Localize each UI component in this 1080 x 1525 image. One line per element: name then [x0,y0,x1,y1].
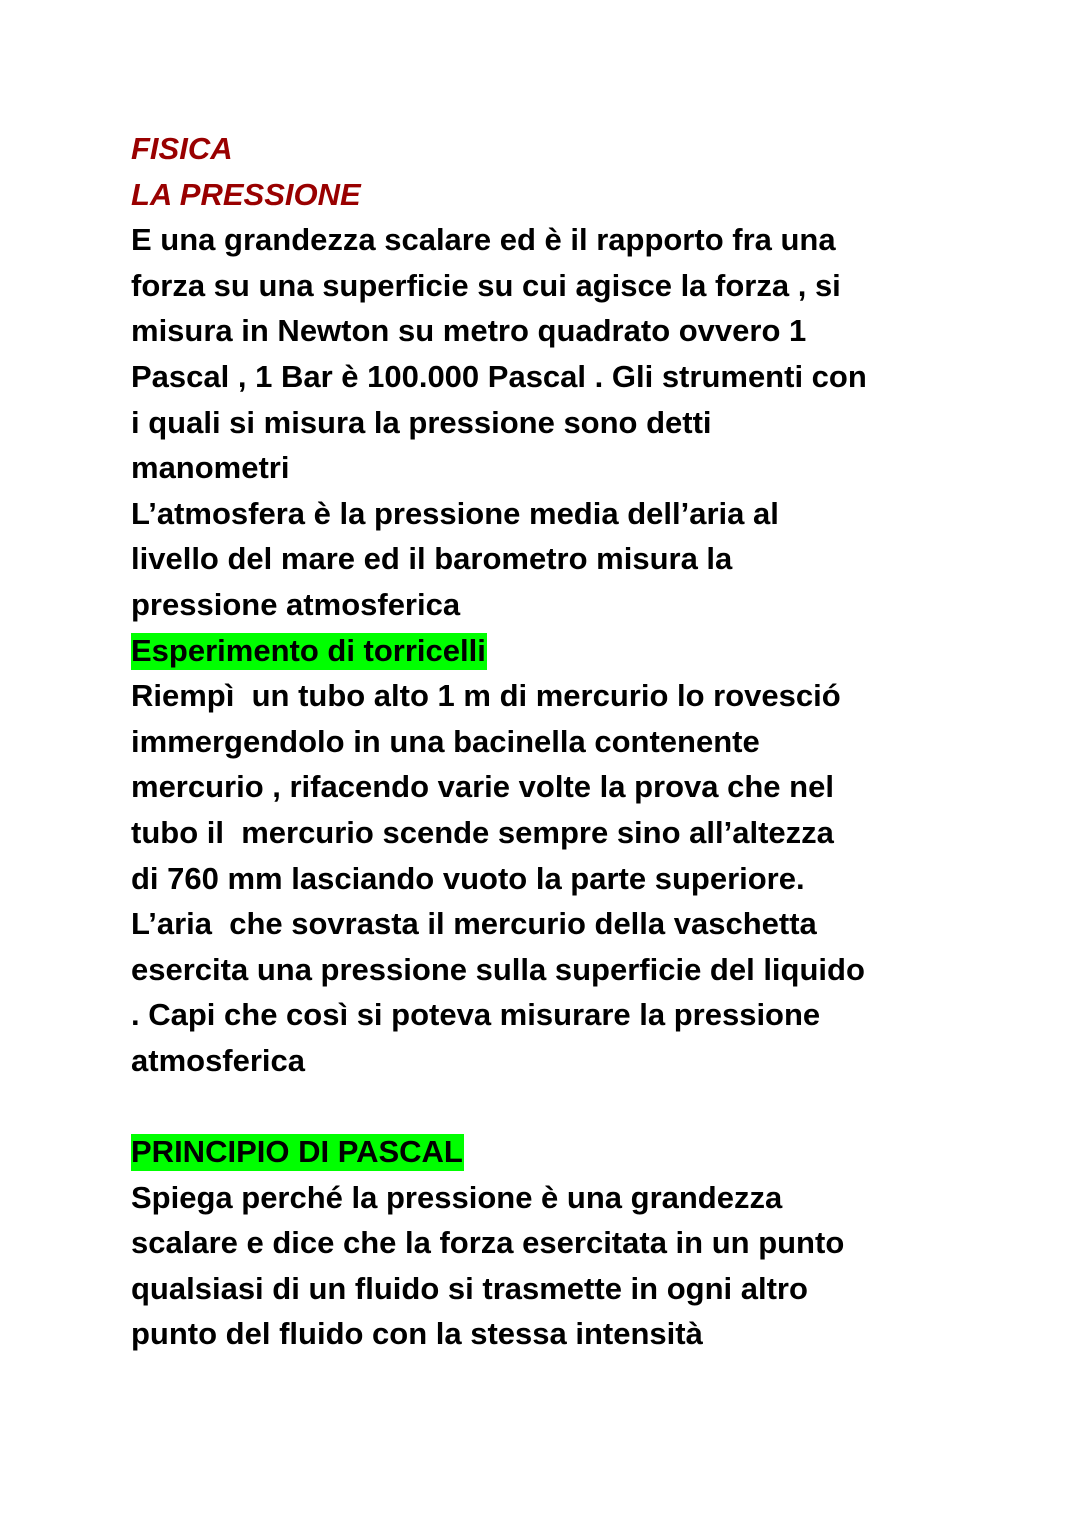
paragraph-line: scalare e dice che la forza esercitata in un punto [131,1225,845,1261]
paragraph-line: manometri [131,450,290,486]
blank-line [131,1083,991,1129]
paragraph-line: immergendolo in una bacinella contenente [131,723,760,759]
paragraph-line: mercurio , rifacendo varie volte la prova che nel [131,769,834,805]
paragraph-line: punto del fluido con la stessa intensità [131,1316,703,1352]
paragraph-line: E una grandezza scalare ed è il rapporto fra una [131,222,836,258]
paragraph-line: atmosferica [131,1042,306,1078]
paragraph-line: tubo il mercurio scende sempre sino all’altezza [131,814,834,850]
paragraph-line: L’aria che sovrasta il mercurio della vaschetta [131,906,817,942]
paragraph-line: Spiega perché la pressione è una grandezza [131,1179,783,1215]
section-torricelli [131,628,991,1084]
paragraph-line: qualsiasi di un fluido si trasmette in ogni altro [131,1270,808,1306]
section-pascal-principle [131,1129,991,1357]
paragraph-line: livello del mare ed il barometro misura la [131,541,733,577]
subject-title: FISICA [131,131,233,166]
paragraph-line: Riempì un tubo alto 1 m di mercurio lo rovesció [131,678,841,714]
paragraph-line: . Capi che così si poteva misurare la pressione [131,997,821,1033]
section-heading-pascal: PRINCIPIO DI PASCAL [131,1134,463,1170]
paragraph-line: forza su una superficie su cui agisce la forza , si [131,267,841,303]
paragraph-line: pressione atmosferica [131,586,461,622]
document-page [131,126,991,1357]
paragraph-line: i quali si misura la pressione sono detti [131,404,712,440]
topic-title: LA PRESSIONE [131,176,361,212]
section-pressure-definition [131,217,991,627]
paragraph-line: misura in Newton su metro quadrato ovvero 1 [131,313,807,349]
paragraph-line: di 760 mm lasciando vuoto la parte superiore. [131,860,805,896]
section-heading-torricelli: Esperimento di torricelli [131,632,486,668]
paragraph-line: Pascal , 1 Bar è 100.000 Pascal . Gli strumenti con [131,358,867,394]
paragraph-line: L’atmosfera è la pressione media dell’aria al [131,495,779,531]
paragraph-line: esercita una pressione sulla superficie del liquido [131,951,865,987]
